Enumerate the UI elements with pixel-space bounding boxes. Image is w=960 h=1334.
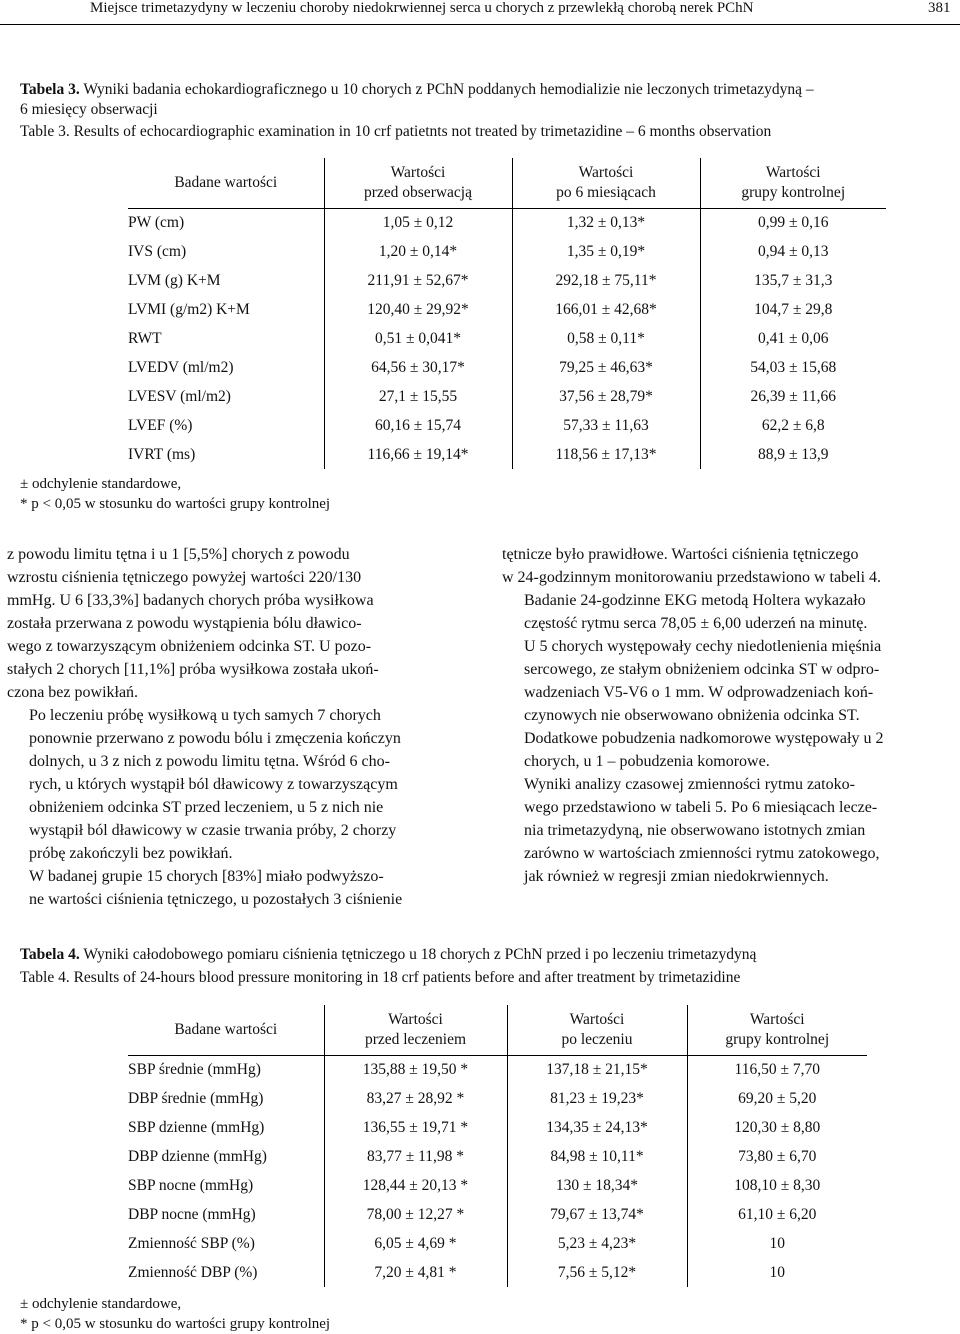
value-cell: 79,25 ± 46,63* (512, 353, 700, 382)
table3-header-cell: Badane wartości (174, 173, 278, 191)
value-cell: 0,58 ± 0,11* (512, 324, 700, 353)
value-cell: 292,18 ± 75,11* (512, 266, 700, 295)
table-row (128, 1200, 867, 1229)
table3-header-row (128, 158, 886, 208)
row-label-cell: SBP średnie (mmHg) (128, 1060, 261, 1078)
text-line: mmHg. U 6 [33,3%] badanych chorych próba wysiłkowa (7, 592, 374, 609)
text-line: chorych, u 1 – pobudzenia komorowe. (524, 753, 770, 770)
row-label-cell: DBP dzienne (mmHg) (128, 1147, 267, 1165)
row-label-cell: RWT (128, 329, 162, 347)
value-cell: 136,55 ± 19,71 * (324, 1113, 507, 1142)
value-cell: 120,40 ± 29,92* (324, 295, 512, 324)
text-line: dolnych, u 3 z nich z powodu limitu tętna. Wśród 6 cho- (29, 753, 390, 770)
table4-caption-pl (20, 945, 950, 965)
text-line: z powodu limitu tętna i u 1 [5,5%] chorych z powodu (7, 546, 350, 563)
text-line: zarówno w wartościach zmienności rytmu zatokowego, (524, 845, 880, 862)
table3-footnote-p: * p < 0,05 w stosunku do wartości grupy kontrolnej (20, 496, 331, 512)
value-cell: 27,1 ± 15,55 (324, 382, 512, 411)
value-cell: 120,30 ± 8,80 (687, 1113, 867, 1142)
table4-footnote-p: * p < 0,05 w stosunku do wartości grupy kontrolnej (20, 1316, 331, 1332)
value-cell: 5,23 ± 4,23* (507, 1229, 687, 1258)
row-label-cell: SBP nocne (mmHg) (128, 1176, 254, 1194)
table-row (128, 1171, 867, 1200)
value-cell: 78,00 ± 12,27 * (324, 1200, 507, 1229)
value-cell: 81,23 ± 19,23* (507, 1084, 687, 1113)
value-cell: 54,03 ± 15,68 (700, 353, 886, 382)
value-cell: 10 (687, 1229, 867, 1258)
table-row (128, 208, 886, 237)
body-right-column (502, 543, 954, 888)
value-cell: 88,9 ± 13,9 (700, 440, 886, 469)
table-row (128, 266, 886, 295)
table-row (128, 440, 886, 469)
table-row (128, 1142, 867, 1171)
value-cell: 211,91 ± 52,67* (324, 266, 512, 295)
table4-header-cell: Wartości przed leczeniem (324, 1005, 507, 1055)
table3-footnotes (20, 474, 330, 514)
text-line: ne wartości ciśnienia tętniczego, u pozostałych 3 ciśnienie (29, 891, 403, 908)
table-row (128, 295, 886, 324)
row-label-cell: Zmienność DBP (%) (128, 1263, 258, 1281)
table-row (128, 382, 886, 411)
text-line: jak również w regresji zmian niedokrwiennych. (524, 868, 829, 885)
row-label-cell: Zmienność SBP (%) (128, 1234, 255, 1252)
row-label-cell: LVEDV (ml/m2) (128, 358, 234, 376)
value-cell: 83,27 ± 28,92 * (324, 1084, 507, 1113)
table3 (128, 158, 886, 469)
row-label-cell: LVESV (ml/m2) (128, 387, 231, 405)
value-cell: 61,10 ± 6,20 (687, 1200, 867, 1229)
value-cell: 57,33 ± 11,63 (512, 411, 700, 440)
table4-caption-en: Table 4. Results of 24-hours blood pressure monitoring in 18 crf patients before and after treatment by trimetazidine (20, 969, 741, 986)
value-cell: 0,99 ± 0,16 (700, 208, 886, 237)
value-cell: 137,18 ± 21,15* (507, 1055, 687, 1084)
text-line: częstość rytmu serca 78,05 ± 6,00 uderzeń na minutę. (524, 615, 868, 632)
table-row (128, 353, 886, 382)
row-label-cell: IVS (cm) (128, 242, 187, 260)
value-cell: 135,7 ± 31,3 (700, 266, 886, 295)
table-row (128, 1258, 867, 1287)
table3-caption-label: Tabela 3. (20, 81, 80, 98)
value-cell: 1,32 ± 0,13* (512, 208, 700, 237)
text-line: została przerwana z powodu wystąpienia bólu dławico- (7, 615, 362, 632)
table-row (128, 1084, 867, 1113)
text-line: Badanie 24-godzinne EKG metodą Holtera wykazało (524, 592, 866, 609)
value-cell: 37,56 ± 28,79* (512, 382, 700, 411)
value-cell: 73,80 ± 6,70 (687, 1142, 867, 1171)
value-cell: 60,16 ± 15,74 (324, 411, 512, 440)
value-cell: 10 (687, 1258, 867, 1287)
table-row (128, 324, 886, 353)
paragraph (502, 543, 954, 589)
value-cell: 130 ± 18,34* (507, 1171, 687, 1200)
text-line: wzrostu ciśnienia tętniczego powyżej wartości 220/130 (7, 569, 362, 586)
table4-header-row (128, 1005, 867, 1055)
value-cell: 134,35 ± 24,13* (507, 1113, 687, 1142)
table3-caption-text-line1: Wyniki badania echokardiograficznego u 10 chorych z PChN poddanych hemodializie nie leczonych trimetazydyną – (79, 81, 814, 98)
text-line: rych, u których wystąpił ból dławicowy z towarzyszącym (29, 776, 398, 793)
row-label-cell: DBP średnie (mmHg) (128, 1089, 264, 1107)
paragraph (502, 589, 954, 773)
value-cell: 7,20 ± 4,81 * (324, 1258, 507, 1287)
body-left-column (7, 543, 460, 911)
text-line: sercowego, ze stałym obniżeniem odcinka ST w odpro- (524, 661, 880, 678)
table3-caption-en: Table 3. Results of echocardiographic examination in 10 crf patietnts not treated by trimetazidine – 6 months observation (20, 123, 772, 140)
table-row (128, 1229, 867, 1258)
text-line: w 24-godzinnym monitorowaniu przedstawiono w tabeli 4. (502, 569, 882, 586)
value-cell: 116,50 ± 7,70 (687, 1055, 867, 1084)
table3-caption-pl (20, 80, 950, 120)
text-line: wadzeniach V5-V6 o 1 mm. W odprowadzeniach koń- (524, 684, 874, 701)
table-row (128, 1113, 867, 1142)
value-cell: 0,51 ± 0,041* (324, 324, 512, 353)
paragraph (502, 773, 954, 888)
table3-header-cell: Wartości przed obserwacją (324, 158, 512, 208)
table3-header-cell: Wartości po 6 miesiącach (512, 158, 700, 208)
text-line: wego przedstawiono w tabeli 5. Po 6 miesiącach lecze- (524, 799, 878, 816)
value-cell: 166,01 ± 42,68* (512, 295, 700, 324)
value-cell: 1,05 ± 0,12 (324, 208, 512, 237)
table3-footnote-sd: ± odchylenie standardowe, (20, 476, 182, 492)
table-row (128, 237, 886, 266)
row-label-cell: IVRT (ms) (128, 445, 196, 463)
text-line: czona bez powikłań. (7, 684, 139, 701)
table4-header-cell: Wartości grupy kontrolnej (687, 1005, 867, 1055)
value-cell: 83,77 ± 11,98 * (324, 1142, 507, 1171)
text-line: obniżeniem odcinka ST przed leczeniem, u 5 z nich nie (29, 799, 384, 816)
table4-footnote-sd: ± odchylenie standardowe, (20, 1296, 182, 1312)
row-label-cell: DBP nocne (mmHg) (128, 1205, 256, 1223)
text-line: ponownie przerwano z powodu bólu i zmęczenia kończyn (29, 730, 401, 747)
value-cell: 0,41 ± 0,06 (700, 324, 886, 353)
table4-caption-text: Wyniki całodobowego pomiaru ciśnienia tętniczego u 18 chorych z PChN przed i po leczeniu trimetazydyną (79, 946, 757, 963)
text-line: wystąpił ból dławicowy w czasie trwania próby, 2 chorzy (29, 822, 397, 839)
text-line: U 5 chorych występowały cechy niedotlenienia mięśnia (524, 638, 882, 655)
page-number: 381 (928, 0, 951, 16)
running-title: Miejsce trimetazydyny w leczeniu choroby niedokrwiennej serca u chorych z przewlekłą chorobą nerek PChN (90, 0, 754, 16)
row-label-cell: SBP dzienne (mmHg) (128, 1118, 265, 1136)
text-line: wego z towarzyszącym obniżeniem odcinka ST. U pozo- (7, 638, 372, 655)
text-line: czynowych nie obserwowano obniżenia odcinka ST. (524, 707, 860, 724)
value-cell: 6,05 ± 4,69 * (324, 1229, 507, 1258)
text-line: nia trimetazydyną, nie obserwowano istotnych zmian (524, 822, 866, 839)
value-cell: 128,44 ± 20,13 * (324, 1171, 507, 1200)
table4 (128, 1005, 867, 1287)
row-label-cell: PW (cm) (128, 213, 185, 231)
value-cell: 116,66 ± 19,14* (324, 440, 512, 469)
table3-caption-text-line2: 6 miesięcy obserwacji (20, 101, 158, 118)
paragraph (7, 704, 460, 865)
row-label-cell: LVEF (%) (128, 416, 193, 434)
value-cell: 135,88 ± 19,50 * (324, 1055, 507, 1084)
value-cell: 69,20 ± 5,20 (687, 1084, 867, 1113)
row-label-cell: LVMI (g/m2) K+M (128, 300, 250, 318)
table3-header-cell: Wartości grupy kontrolnej (700, 158, 886, 208)
value-cell: 104,7 ± 29,8 (700, 295, 886, 324)
table4-header-cell: Badane wartości (174, 1020, 278, 1038)
paragraph (7, 543, 460, 704)
value-cell: 26,39 ± 11,66 (700, 382, 886, 411)
value-cell: 1,20 ± 0,14* (324, 237, 512, 266)
text-line: Po leczeniu próbę wysiłkową u tych samych 7 chorych (29, 707, 381, 724)
text-line: Wyniki analizy czasowej zmienności rytmu zatoko- (524, 776, 855, 793)
text-line: tętnicze było prawidłowe. Wartości ciśnienia tętniczego (502, 546, 859, 563)
text-line: W badanej grupie 15 chorych [83%] miało podwyższo- (29, 868, 384, 885)
value-cell: 108,10 ± 8,30 (687, 1171, 867, 1200)
value-cell: 7,56 ± 5,12* (507, 1258, 687, 1287)
table4-header-cell: Wartości po leczeniu (507, 1005, 687, 1055)
paragraph (7, 865, 460, 911)
table4-caption-label: Tabela 4. (20, 946, 80, 963)
text-line: stałych 2 chorych [11,1%] próba wysiłkowa została ukoń- (7, 661, 379, 678)
value-cell: 84,98 ± 10,11* (507, 1142, 687, 1171)
table-row (128, 411, 886, 440)
text-line: Dodatkowe pobudzenia nadkomorowe występowały u 2 (524, 730, 884, 747)
value-cell: 118,56 ± 17,13* (512, 440, 700, 469)
value-cell: 62,2 ± 6,8 (700, 411, 886, 440)
text-line: próbę zakończyli bez powikłań. (29, 845, 233, 862)
table4-footnotes (20, 1294, 330, 1334)
row-label-cell: LVM (g) K+M (128, 271, 221, 289)
page-header (0, 0, 960, 25)
value-cell: 64,56 ± 30,17* (324, 353, 512, 382)
value-cell: 79,67 ± 13,74* (507, 1200, 687, 1229)
value-cell: 0,94 ± 0,13 (700, 237, 886, 266)
value-cell: 1,35 ± 0,19* (512, 237, 700, 266)
table-row (128, 1055, 867, 1084)
